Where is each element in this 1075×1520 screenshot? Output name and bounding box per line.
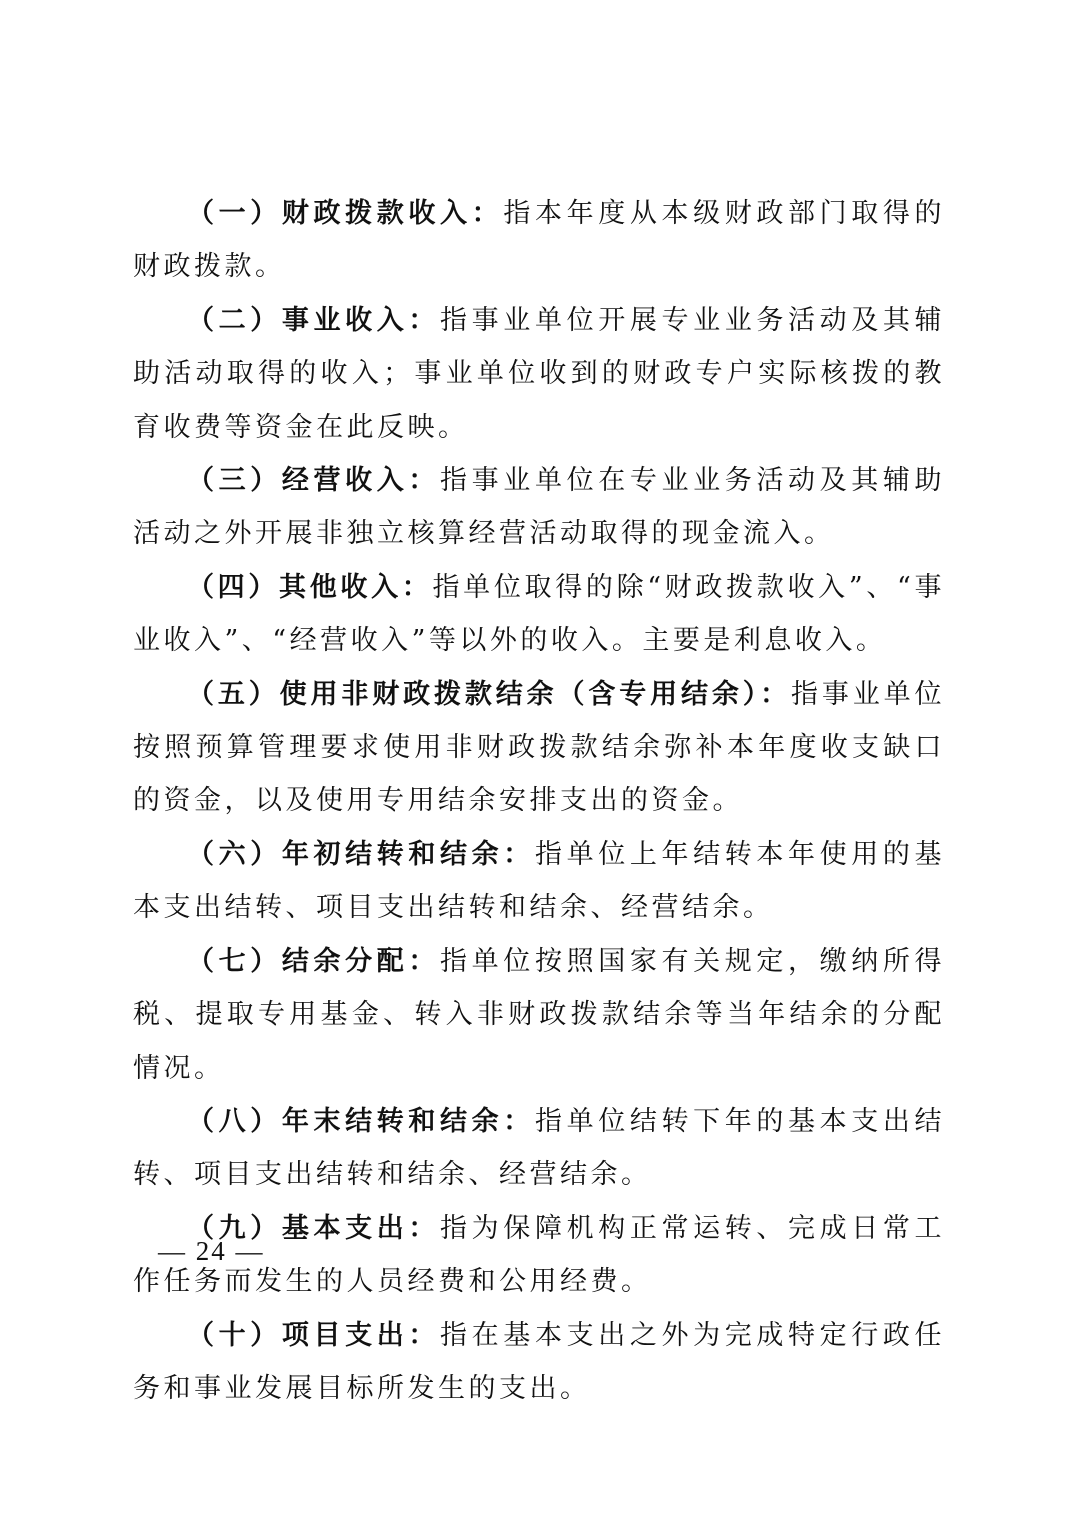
definition-term: （四）其他收入： <box>187 571 433 603</box>
definition-term: （八）年末结转和结余： <box>187 1105 535 1137</box>
definition-paragraph <box>133 187 945 294</box>
definition-term: （九）基本支出： <box>187 1212 441 1244</box>
definition-paragraph <box>133 561 945 668</box>
definition-term: （一）财政拨款收入： <box>187 198 504 229</box>
definition-text: 指事业单位按照预算管理要求使用非财政拨款结余弥补本年度收支缺口的资金，以及使用专用结余安排支出的资金。 <box>133 678 945 817</box>
definition-paragraph <box>133 668 945 828</box>
definition-paragraph <box>133 454 945 561</box>
definition-term: （十）项目支出： <box>187 1319 441 1351</box>
definition-paragraph <box>133 935 945 1095</box>
definition-term: （七）结余分配： <box>187 945 441 977</box>
definition-paragraph <box>133 294 945 454</box>
definition-text: 指事业单位在专业业务活动及其辅助活动之外开展非独立核算经营活动取得的现金流入。 <box>133 465 946 550</box>
definition-paragraph <box>133 1095 945 1202</box>
definition-text: 指单位按照国家有关规定，缴纳所得税、提取专用基金、转入非财政拨款结余等当年结余的分配情况。 <box>133 945 946 1084</box>
definition-text: 指事业单位开展专业业务活动及其辅助活动取得的收入；事业单位收到的财政专户实际核拨的教育收费等资金在此反映。 <box>133 304 946 443</box>
definition-text: 指单位结转下年的基本支出结转、项目支出结转和结余、经营结余。 <box>133 1105 946 1191</box>
definition-text: 指为保障机构正常运转、完成日常工作任务而发生的人员经费和公用经费。 <box>133 1212 946 1298</box>
definition-text: 指单位取得的除“财政拨款收入”、“事业收入”、“经营收入”等以外的收入。主要是利息收入。 <box>133 571 945 657</box>
definition-text: 指单位上年结转本年使用的基本支出结转、项目支出结转和结余、经营结余。 <box>133 838 946 924</box>
definition-term: （三）经营收入： <box>187 465 441 497</box>
definition-paragraph <box>133 828 945 935</box>
page-number: — 24 — <box>158 1236 265 1266</box>
definition-text: 指在基本支出之外为完成特定行政任务和事业发展目标所发生的支出。 <box>133 1319 946 1404</box>
definition-paragraph <box>133 1309 945 1416</box>
definition-term: （二）事业收入： <box>187 304 441 336</box>
definitions-list <box>133 187 945 1415</box>
definition-term: （五）使用非财政拨款结余（含专用结余）： <box>187 678 791 710</box>
definition-term: （六）年初结转和结余： <box>187 838 535 870</box>
definition-text: 指本年度从本级财政部门取得的财政拨款。 <box>133 198 946 283</box>
